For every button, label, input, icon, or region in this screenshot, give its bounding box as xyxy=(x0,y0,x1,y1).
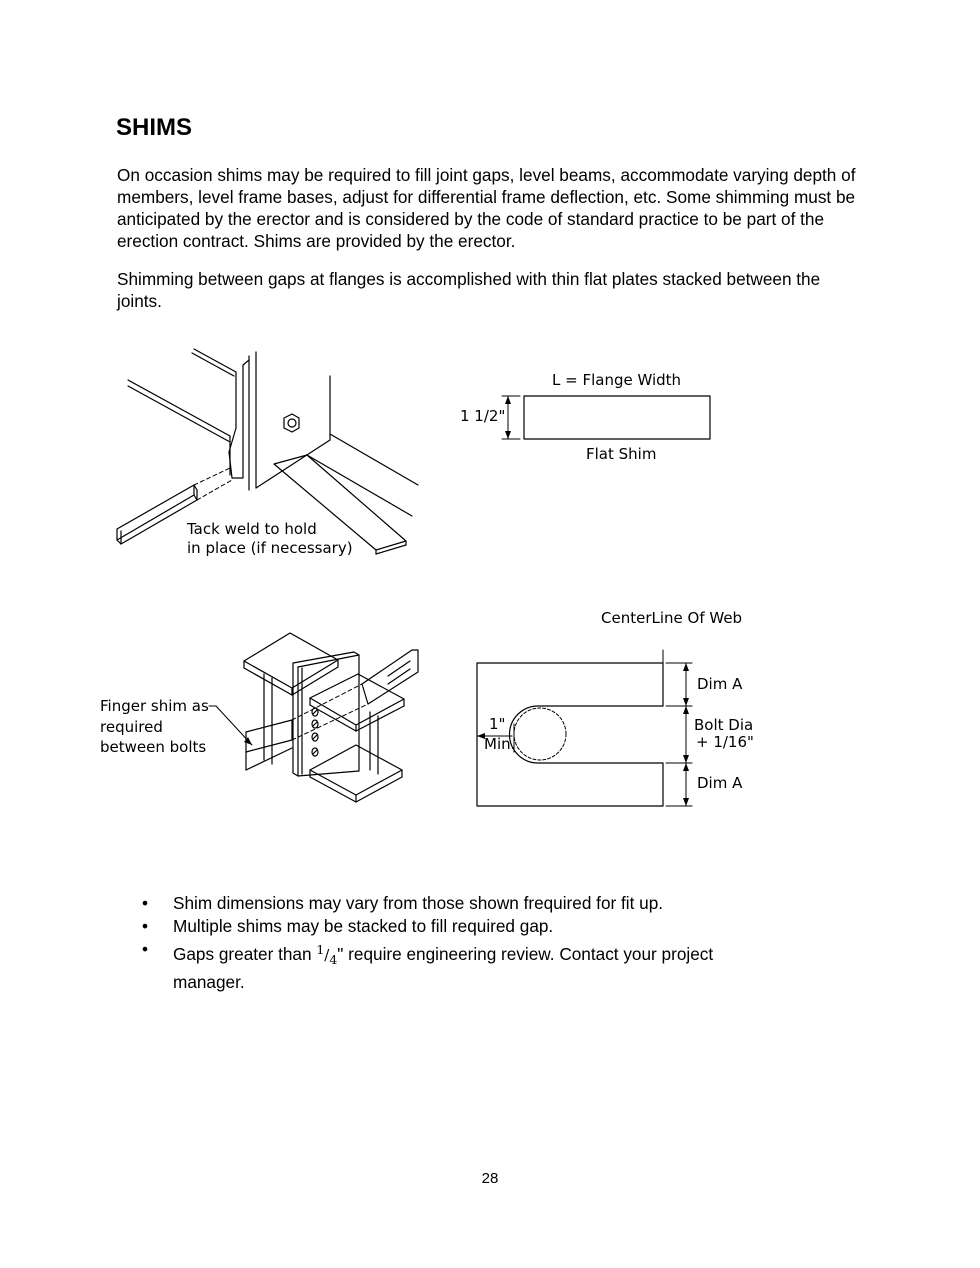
dim-a-bottom-label: Dim A xyxy=(697,774,743,792)
shim-height-label: 1 1/2" xyxy=(460,407,506,425)
bullet-icon: • xyxy=(142,893,149,913)
flat-shim-label: Flat Shim xyxy=(586,445,657,463)
dim-a-top-label: Dim A xyxy=(697,675,743,693)
bolt-dia-label-2: + 1/16" xyxy=(696,733,754,751)
tack-weld-label: Tack weld to hold xyxy=(187,520,317,538)
page-number: 28 xyxy=(481,1170,499,1187)
intro-paragraph: On occasion shims may be required to fill joint gaps, level beams, accommodate varying depth of members, level frame bases, adjust for differential frame deflection, etc. Some shimming must be anticipated by the erector and is considered by the code of standard practice to be part of the erection contract. Shims are provided by the erector. xyxy=(117,165,856,251)
notes-list xyxy=(140,892,780,994)
tack-weld-label-2: in place (if necessary) xyxy=(187,539,353,557)
finger-shim-label-3: between bolts xyxy=(100,738,207,756)
fraction-numerator: 1 xyxy=(316,942,325,957)
fraction-denominator: 4 xyxy=(329,952,338,967)
bolt-dia-label: Bolt Dia xyxy=(694,716,754,734)
min-label: Min. xyxy=(484,735,516,753)
bullet-text: Gaps greater than xyxy=(173,944,317,964)
bullet-icon: • xyxy=(142,916,149,936)
finger-shim-label: Finger shim as xyxy=(100,697,209,715)
bullet-icon: • xyxy=(142,939,149,959)
list-item xyxy=(140,938,780,994)
finger-shim-label-2: required xyxy=(100,718,163,736)
centerline-label: CenterLine Of Web xyxy=(601,609,743,627)
one-inch-label: 1" xyxy=(489,715,506,733)
bolt-row-icon xyxy=(312,708,318,756)
slotted-shim-drawing xyxy=(477,650,692,806)
flat-shim-drawing xyxy=(502,396,710,439)
fraction: $^1/_4$ xyxy=(316,942,338,967)
page-title: SHIMS xyxy=(116,114,193,141)
list-item xyxy=(140,915,780,938)
list-item xyxy=(140,892,780,915)
finger-shim-assembly-drawing xyxy=(209,633,418,802)
bullet-text: Shim dimensions may vary from those shown frequired for fit up. xyxy=(173,893,664,913)
bullet-text: Multiple shims may be stacked to fill required gap. xyxy=(173,916,554,936)
flange-paragraph: Shimming between gaps at flanges is accomplished with thin flat plates stacked between the joints. xyxy=(117,269,821,311)
flange-width-label: L = Flange Width xyxy=(552,371,682,389)
bullet-text: " require engineering review. Contact your project manager. xyxy=(173,944,714,992)
hex-bolt-icon xyxy=(284,414,299,432)
